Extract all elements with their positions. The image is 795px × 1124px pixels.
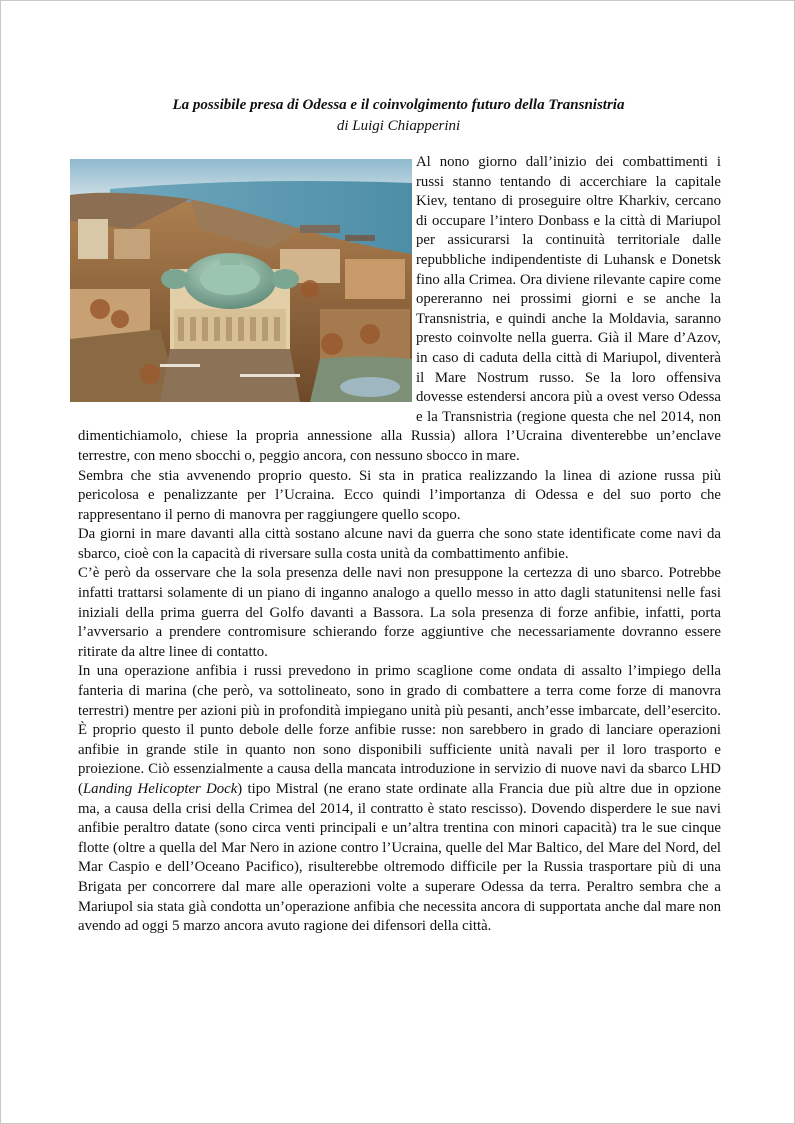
paragraph-5-text-after: ) tipo Mistral (ne erano state ordinate alla Francia due più altre due in opzione ma, a causa della crisi della Crimea del 2014, il contratto è stato rescisso). Dovendo disperdere le sue navi anfibie peraltro datate (sono circa venti principali e un’altra trentina con minori capacità) tra le sue cinque flotte (oltre a quella del Mar Nero in azione contro l’Ucraina, quelle del Mar Baltico, del Mare del Nord, del Mar Caspio e dell’Oceano Pacifico), risulterebbe oltremodo difficile per la Russia trasportare più di una Brigata per concorrere dal mare alle operazioni volte a superare Odessa da terra. Peraltro sembra che a Mariupol sia stata già condotta un’operazione anfibia che necessita ancora di supportata anche dal mare non avendo ad oggi 5 marzo ancora avuto ragione dei difensori della città. <box>78 781 721 935</box>
article-title: La possibile presa di Odessa e il coinvolgimento futuro della Transnistria <box>172 97 625 113</box>
paragraph-3: Da giorni in mare davanti alla città sostano alcune navi da guerra che sono state identificate come navi da sbarco, cioè con la capacità di riversare sulla costa unità da combattimento anfibie. <box>78 526 721 562</box>
paragraph-1: Al nono giorno dall’inizio dei combattimenti i russi stanno tentando di accerchiare la capitale Kiev, tentano di proseguire oltre Kharkiv, cercano di occupare l’intero Donbass e la città di Mariupol per assicurarsi la continuità territoriale dalle repubbliche indipendentiste di Luhansk e Donetsk fino alla Crimea. Ora diviene rilevante capire come opereranno nei prossimi giorni e se anche la Transnistria, e quindi anche la Moldavia, saranno presto coinvolte nella guerra. Già il Mare d’Azov, in caso di caduta della città di Mariupol, diventerà il Mare Nostrum russo. Se la loro offensiva dovesse estendersi ancora più a ovest verso Odessa e la Transnistria (regione questa che nel 2014, non dimentichiamolo, chiese la propria annessione alla Russia) allora l’Ucraina diventerebbe un’enclave terrestre, con meno sbocchi o, peggio ancora, con nessuno sbocco in mare. <box>78 154 721 464</box>
paragraph-5-text-before: In una operazione anfibia i russi prevedono in primo scaglione come ondata di assalto l’impiego della fanteria di marina (che però, va sottolineato, sono in grado di combattere a terra come forze di manovra terrestri) mentre per azioni più in profondità impiegano unità più pesanti, anch’esse imbarcate, dell’esercito. È proprio questo il punto debole delle forze anfibie russe: non sarebbero in grado di lanciare operazioni anfibie in grande stile in quanto non sono disponibili sufficiente unità navali per il loro trasporto e proiezione. Ciò essenzialmente a causa della mancata introduzione in servizio di nuove navi da sbarco LHD ( <box>78 663 721 797</box>
paragraph-4: C’è però da osservare che la sola presenza delle navi non presuppone la certezza di uno sbarco. Potrebbe infatti trattarsi solamente di un piano di inganno analogo a quello messo in atto dagli statunitensi nelle fasi iniziali della prima guerra del Golfo davanti a Bassora. La sola presenza di forze anfibie, infatti, porta l’avversario a prendere contromisure schierando forze aggiuntive che necessariamente dovranno essere ritirate da altre linee di contatto. <box>78 565 721 660</box>
paragraph-5-italic-term: Landing Helicopter Dock <box>82 781 238 797</box>
article-body <box>78 153 721 937</box>
article-author: di Luigi Chiapperini <box>336 118 461 134</box>
paragraph-5 <box>78 662 721 936</box>
paragraph-2: Sembra che stia avvenendo proprio questo. Si sta in pratica realizzando la linea di azione russa più pericolosa e penalizzante per l’Ucraina. Ecco quindi l’importanza di Odessa e del suo porto che rappresentano il perno di manovra per raggiungere quello scopo. <box>78 467 721 523</box>
